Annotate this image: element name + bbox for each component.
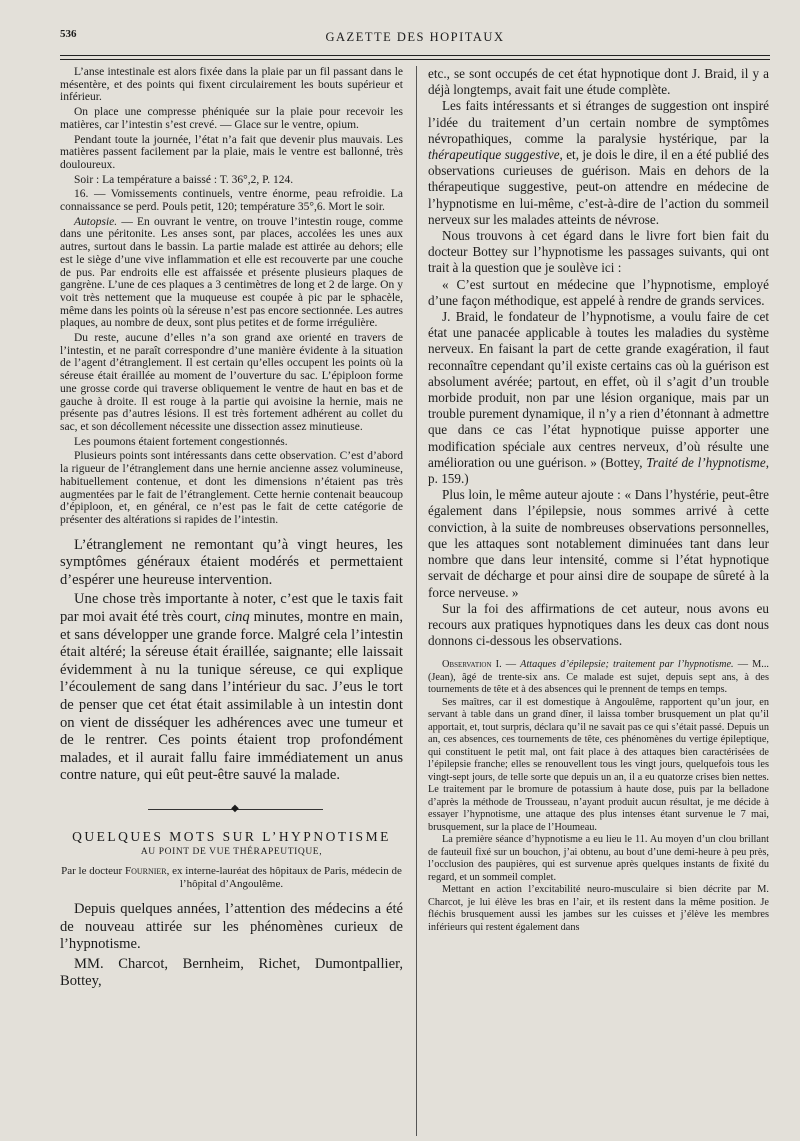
paragraph: Plusieurs points sont intéressants dans cette observation. C’est d’abord la rigueur de l’étranglement dans une hernie ancienne assez volumineuse, habituellement contenue, et dont les dimensions n’étaient pas très augmentées par le fait de l’étranglement. Cette hernie contenait beaucoup d’épiploon, et, en général, ce n’est pas le fait de cette catégorie de présenter des altérations si rapides de l’intestin. (60, 450, 403, 526)
byline (60, 865, 403, 891)
text-run: Par le docteur (61, 864, 125, 877)
paragraph: etc., se sont occupés de cet état hypnotique dont J. Braid, il y a déjà longtemps, avait fait une étude complète. (428, 66, 769, 98)
paragraph (428, 309, 769, 487)
paragraph: L’anse intestinale est alors fixée dans la plaie par un fil passant dans le mésentère, et des points qui fixent circulairement les bouts supérieur et inférieur. (60, 66, 403, 104)
italic-run: thérapeutique suggestive (428, 147, 560, 163)
paragraph: Mettant en action l’excitabilité neuro-musculaire si bien décrite par M. Charcot, je lui élève les bras en l’air, et ils restent dans la même position. Je fléchis brusquement aussi les jambes sur les cuisses et j’élève les membres inférieurs qui restent également dans (428, 884, 769, 933)
right-column (428, 66, 769, 934)
paragraph: Du reste, aucune d’elles n’a son grand axe orienté en travers de l’intestin, et ne paraît correspondre d’une manière évidente à la situation de l’agent d’étranglement. Il est certain qu’elles occupent les points où la séreuse était éraillée au moment de l’ouverture du sac. L’épiploon forme une grosse corde qui traverse obliquement le ventre de haut en bas et de gauche à droite. Il est rouge à la partie qui avoisine la hernie, mais ne présente pas d’autres lésions. Il est très fortement adhérent au collet du sac, et son décollement nécessite une dissection assez minutieuse. (60, 332, 403, 433)
paragraph: Pendant toute la journée, l’état n’a fait que devenir plus mauvais. Les matières passent facilement par la plaie, mais le ventre est ballonné, très douloureux. (60, 133, 403, 171)
paragraph (428, 98, 769, 228)
paragraph: 16. — Vomissements continuels, ventre énorme, peau refroidie. La connaissance se perd. Pouls petit, 120; température 35°,6. Mort le soir. (60, 188, 403, 214)
section-title: QUELQUES MOTS SUR L’HYPNOTISME (72, 828, 391, 844)
page-number: 536 (60, 28, 77, 40)
column-divider (416, 66, 417, 1136)
header-rule (60, 55, 770, 60)
text-run: — M... (Jean), âgé de trente-six ans. Ce malade est sujet, depuis sept ans, à des tournements de tête et à des absences qui le prennent de temps en temps. (428, 659, 769, 696)
left-column (60, 66, 403, 991)
paragraph: Sur la foi des affirmations de cet auteur, nous avons eu recours aux pratiques hypnotiques dans les deux cas dont nous donnons ci-dessous les observations. (428, 600, 769, 649)
text-run: J. Braid, le fondateur de l’hypnotisme, a voulu faire de cet état une panacée applicable à toutes les maladies du système nerveux. En faisant la part de cette grande exagération, il faut reconnaître cependant qu’il existe certains cas où la guérison est absolument avérée; partout, en effet, où il s’agit d’un trouble morbide produit, non par une lésion organique, mais par un trouble purement dynamique, il n’y a rien d’étonnant à admettre que dans ce cas l’état hypnotique puisse apporter une modification spéciale aux centres nerveux, d’où résulte une amélioration ou une guérison. » (Bottey, (428, 309, 769, 470)
paragraph (60, 591, 403, 785)
paragraph: MM. Charcot, Bernheim, Richet, Dumontpallier, Bottey, (60, 955, 403, 990)
paragraph: Nous trouvons à cet égard dans le livre fort bien fait du docteur Bottey sur l’hypnotisme les passages suivants, qui ont trait à la question que je soulève ici : (428, 228, 769, 276)
paragraph: Plus loin, le même auteur ajoute : « Dans l’hystérie, peut-être également dans l’épilepsie, nous sommes arrivé à cette conviction, à la suite de nombreuses observations personnelles, que les attaques sont notablement diminuées tant dans leur nombre que dans leur intensité, comme si l’état hypnotique servait de décharge et pour ainsi dire de soupape de sûreté à la force nerveuse. » (428, 487, 769, 600)
autopsy-label: Autopsie. (74, 215, 118, 228)
text-run: minutes, montre en main, et sans développer une grande force. Malgré cela l’intestin était altéré; la séreuse était éraillée, saignante; elle laissait évidemment à nu la tunique séreuse, ce qui explique l’écoulement de sang dans l’intérieur du sac. J’eus le tort de penser que cet état était assimilable à un intestin dont on vient de disséquer les adhérences avec une tumeur et de le rentrer. Ces points étaient trop profondément malades, et il aurait fallu faire immédiatement un anus contre nature, qui eût peut-être sauvé la malade. (60, 608, 403, 784)
observation-title: Attaques d’épilepsie; traitement par l’hypnotisme. (520, 659, 734, 671)
paragraph: Depuis quelques années, l’attention des médecins a été de nouveau attirée sur les phénomènes curieux de l’hypnotisme. (60, 900, 403, 953)
paragraph: La première séance d’hypnotisme a eu lieu le 11. Au moyen d’un clou brillant de fauteuil fixé sur un bouchon, j’ai obtenu, au bout d’une demi-heure à peu près, l’occlusion des paupières, qui est survenue après quelques instants de fixité du regard, et un sommeil complet. (428, 834, 769, 883)
paragraph: Ses maîtres, car il est domestique à Angoulême, rapportent qu’un jour, en servant à table dans un grand dîner, il laissa tomber brusquement un plat qu’il apportait, et, tout surpris, déclara qu’il ne savait pas ce qui s’était passé. Depuis un an, ces absences, ces tournements de tête, ces phénomènes du vertige épileptique, qui constituent le petit mal, ont fait place à des attaques bien caractérisées de l’épilepsie franche; elles se renouvellent tous les vingt jours, quelquefois tous les vingt-sept jours, de telle sorte que depuis un an, il a eu quatorze crises bien nettes. Le traitement par le bromure de potassium à haute dose, puis par la belladone d’après la méthode de Trousseau, n’ayant produit aucun résultat, je me décide à essayer l’hypnotisme, une attaque des plus intenses étant survenue le 7 mai, brusquement, sur la place de l’Houmeau. (428, 696, 769, 833)
italic-run: cinq (224, 608, 250, 625)
autopsy-text: — En ouvrant le ventre, on trouve l’intestin rouge, comme dans une péritonite. Les anses sont, par places, accolées les unes aux autres, surtout dans le bassin. La partie malade est attirée au dehors; elle est le siège d’une vive inflammation et elle est recouverte par une couche de pus. Par endroits elle est affaissée et présente plusieurs plaques de gangrène. L’une de ces plaques a 3 centimètres de long et 2 de large. On y voit très nettement que la muqueuse est coupée à pic par le sphacèle, même dans les points où la séreuse n’est pas encore sectionnée. Les autres plaques, au nombre de deux, sont plus petites et de forme irrégulière. (60, 215, 403, 330)
text-run: , et, je dois le dire, il en a été publié des observations curieuses de guérison. Mais en dehors de la thérapeutique suggestive, peut-on attendre en médecine de l’hypnotisme en lui-même, c’est-à-dire de l’action du sommeil nerveux sur les malades atteints de névrose. (428, 147, 769, 227)
running-title: GAZETTE DES HOPITAUX (325, 30, 505, 44)
paragraph: Les poumons étaient fortement congestionnés. (74, 435, 288, 448)
section-subtitle: AU POINT DE VUE THÉRAPEUTIQUE, (140, 846, 323, 857)
section-separator (60, 799, 403, 821)
paragraph: « C’est surtout en médecine que l’hypnotisme, employé d’une façon méthodique, est appelé à rendre de grands services. (428, 276, 769, 308)
paragraph: On place une compresse phéniquée sur la plaie pour recevoir les matières, car l’intestin s’est crevé. — Glace sur le ventre, opium. (60, 106, 403, 131)
text-run: Une chose très importante à noter, c’est que le taxis fait par moi avait été très court, (60, 591, 403, 625)
observation-heading (428, 659, 769, 697)
italic-run: Traité de l’hypnotisme (646, 454, 766, 470)
text-run: — (501, 659, 521, 671)
observation-label: Observation I. (442, 659, 502, 671)
text-run: , p. 159.) (428, 454, 769, 487)
autopsy-paragraph (60, 216, 403, 330)
text-run: Les faits intéressants et si étranges de suggestion ont inspiré l’idée du traitement d’un certain nombre de symptômes névropathiques, comme la paralysie hystérique, par la (428, 98, 769, 146)
ornament-icon: ◆ (231, 802, 239, 814)
paragraph: Soir : La température a baissé : T. 36°,2, P. 124. (74, 173, 294, 186)
text-run: , ex interne-lauréat des hôpitaux de Paris, médecin de l’hôpital d’Angoulême. (166, 864, 402, 890)
page-header (60, 26, 770, 50)
paragraph: L’étranglement ne remontant qu’à vingt heures, les symptômes généraux étaient modérés et permettaient d’espérer une heureuse intervention. (60, 536, 403, 588)
author-name: Fournier (124, 864, 167, 877)
